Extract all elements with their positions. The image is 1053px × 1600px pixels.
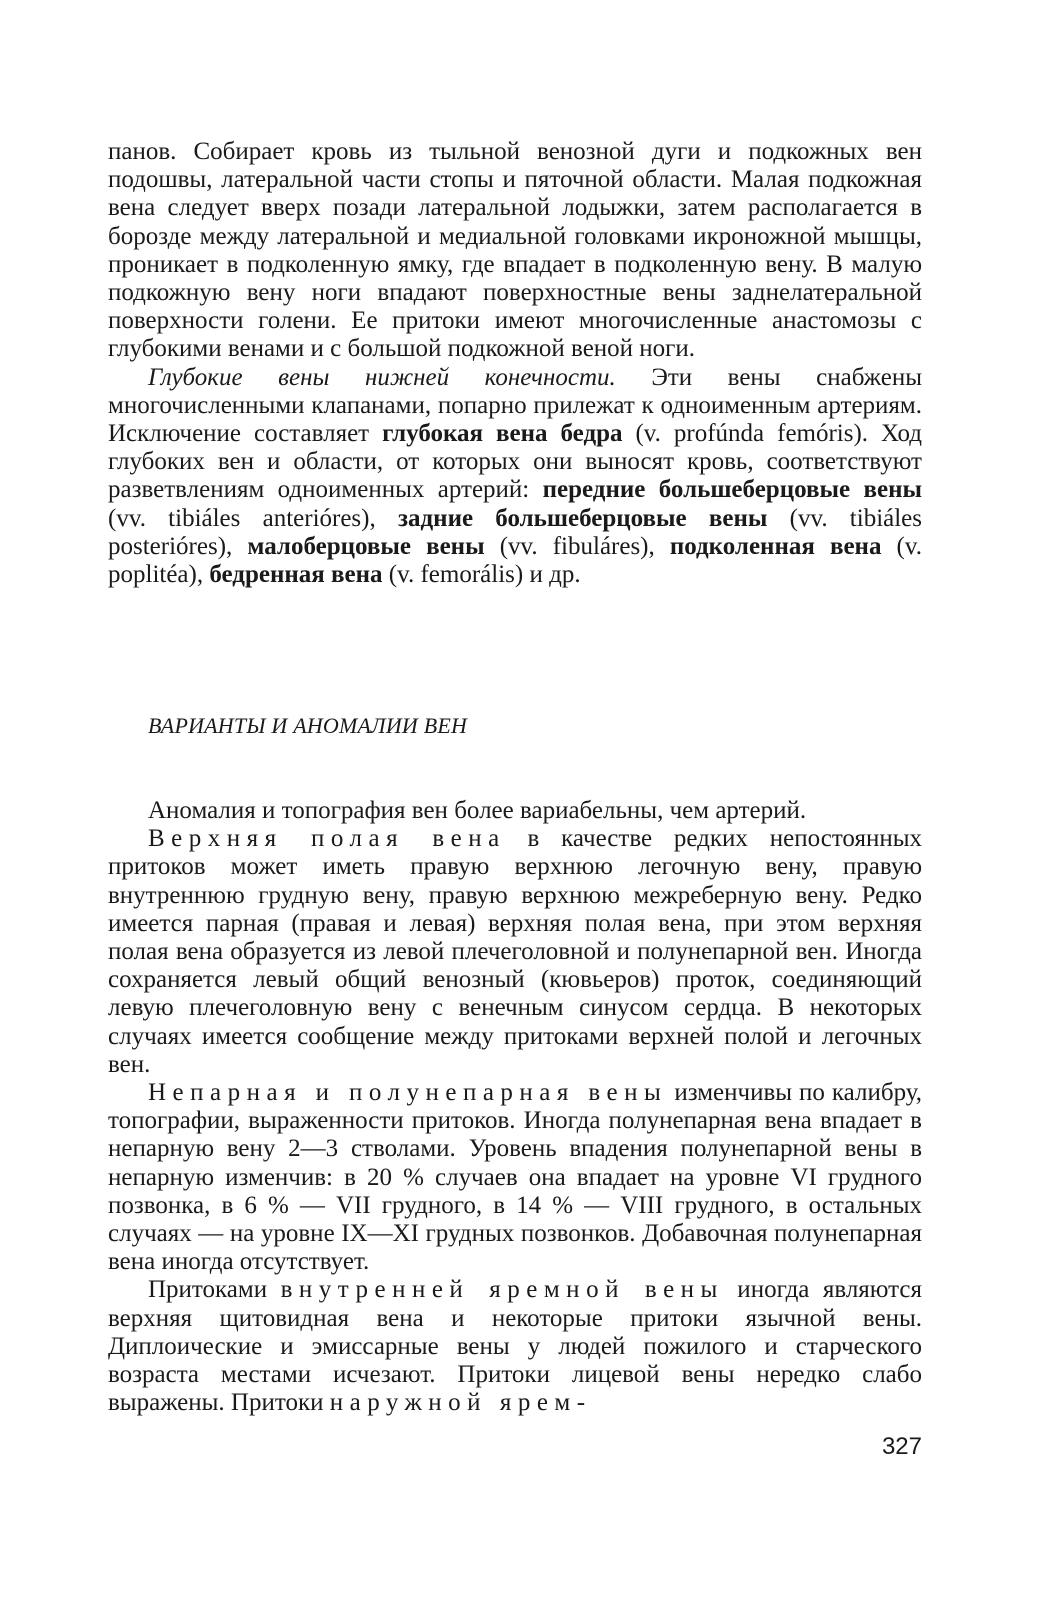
bold-term: задние большеберцовые вены: [397, 504, 768, 532]
spaced-term: внутренней яремной вены: [280, 1276, 724, 1304]
paragraph-small-saphenous-vein: [108, 138, 922, 364]
text-block-top: [108, 138, 922, 589]
paragraph-deep-veins: [108, 364, 922, 590]
text-run: (vv. tibiáles anterióres),: [108, 504, 398, 532]
spaced-term: Верхняя полая вена: [148, 825, 506, 853]
paragraph-text: Аномалия и топография вен более вариабельны, чем артерий.: [148, 797, 807, 824]
italic-lead: Глубокие вены нижней конечности.: [148, 363, 616, 391]
paragraph-anomaly-intro: [108, 797, 922, 825]
section-heading: ВАРИАНТЫ И АНОМАЛИИ ВЕН: [148, 713, 468, 738]
paragraph-text: панов. Собирает кровь из тыльной венозной дуги и подкожных вен подошвы, латеральной части стопы и пяточной области. Малая подкожная вена следует вверх позади латеральной лодыжки, затем располагается в борозде между латеральной и медиальной головками икроножной мышцы, проникает в подколенную ямку, где впадает в подколенную вену. В малую подкожную вену ноги впадают поверхностные вены заднелатеральной поверхности голени. Ее притоки имеют многочисленные анастомозы с глубокими венами и с большой подкожной веной ноги.: [108, 138, 922, 363]
text-run: (v. profúnda femóris). Ход глубоких вен и области, от которых они выносят кровь, соответствуют разветвлениям одноименных артерий:: [108, 420, 923, 504]
text-run: Эти вены снабжены многочисленными клапанами, попарно прилежат к одноименным артериям. Исключение составляет: [108, 363, 923, 448]
text-run: (v. femorális) и др.: [382, 561, 581, 589]
paragraph-jugular-veins: [108, 1276, 922, 1417]
text-run: (vv. fibuláres),: [484, 532, 670, 560]
text-run: (vv. tibiáles posterióres),: [108, 504, 923, 560]
bold-term: передние большеберцовые вены: [542, 476, 922, 504]
spaced-term: Непарная и полунепарная вены: [148, 1079, 668, 1107]
bold-term: бедренная вена: [209, 561, 383, 589]
bold-term: подколенная вена: [669, 532, 882, 560]
paragraph-superior-vena-cava: [108, 825, 922, 1079]
bold-term: глубокая вена бедра: [382, 420, 623, 448]
text-run: в качестве редких непостоянных притоков может иметь правую верхнюю легочную вену, правую внутреннюю грудную вену, правую верхнюю межреберную вену. Редко имеется парная (правая и левая) верхняя полая вена, при этом верхняя полая вена образуется из левой плечеголовной и полунепарной вен. Иногда сохраняется левый общий венозный (кювьеров) проток, соединяющий левую плечеголовную вену с венечным синусом сердца. В некоторых случаях имеется сообщение между притоками верхней полой и легочных вен.: [108, 825, 922, 1078]
text-run: изменчивы по калибру, топографии, выраженности притоков. Иногда полунепарная вена впадает в непарную вену 2—3 стволами. Уровень впадения полунепарной вены в непарную изменчив: в 20 % случаев она впадает на уровне VI грудного позвонка, в 6 % — VII грудного, в 14 % — VIII грудного, в остальных случаях — на уровне IX—XI грудных позвонков. Добавочная полунепарная вена иногда отсутствует.: [108, 1079, 922, 1276]
page-number: 327: [881, 1433, 922, 1460]
text-block-bottom: [108, 797, 922, 1417]
text-run: Притоками: [148, 1276, 281, 1304]
text-run: (v. poplitéa),: [108, 532, 922, 589]
spaced-term: наружной ярем-: [329, 1389, 592, 1417]
bold-term: малоберцовые вены: [247, 532, 485, 560]
text-run: иногда являются верхняя щитовидная вена и некоторые притоки язычной вены. Диплоические и эмиссарные вены у людей пожилого и старческого возраста местами исчезают. Притоки лицевой вены нередко слабо выражены. Притоки: [108, 1276, 922, 1417]
paragraph-azygos-veins: [108, 1079, 922, 1276]
